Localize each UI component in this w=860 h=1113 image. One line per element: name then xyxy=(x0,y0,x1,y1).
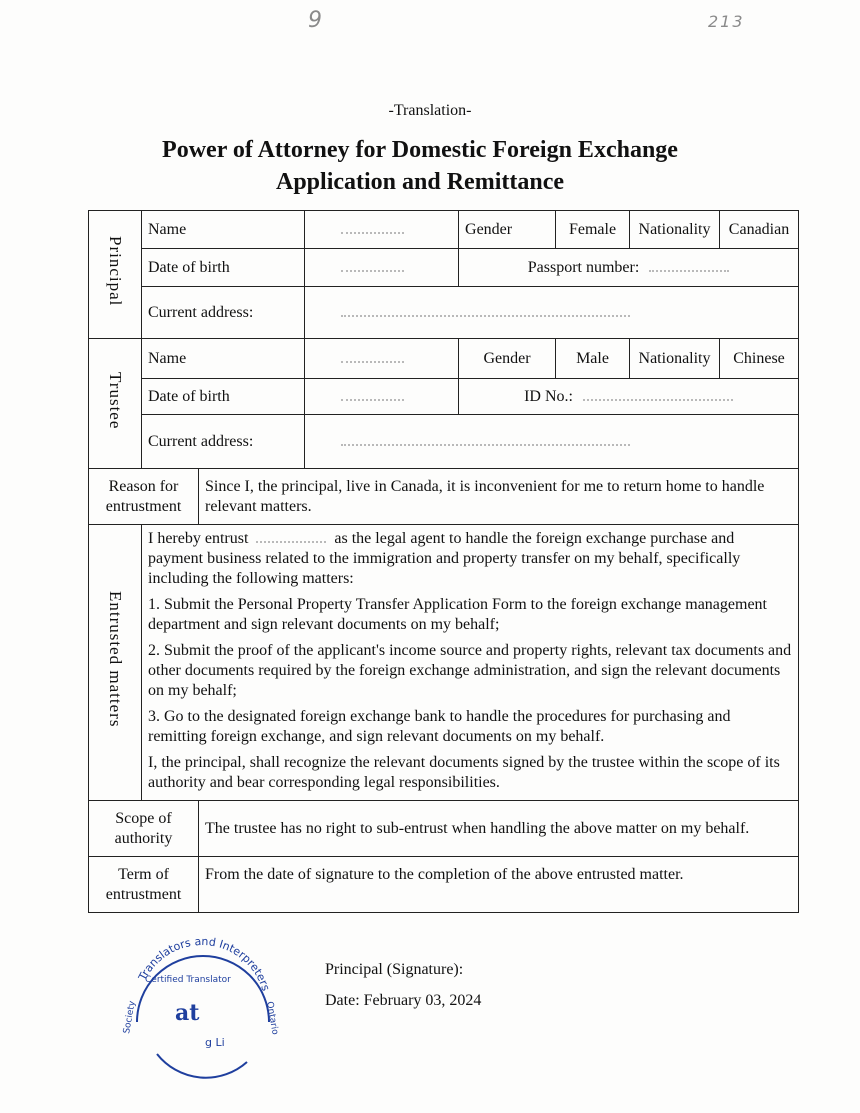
power-of-attorney-form xyxy=(88,210,799,913)
redacted-text xyxy=(649,266,729,272)
entrusted-intro-start: I hereby entrust xyxy=(148,530,249,547)
signature-block xyxy=(325,954,481,1016)
signature-date: Date: February 03, 2024 xyxy=(325,992,482,1009)
trustee-gender-label: Gender xyxy=(459,339,556,379)
trustee-address-value xyxy=(305,415,799,469)
principal-gender-value: Female xyxy=(556,211,630,249)
redacted-text xyxy=(341,357,404,363)
stamp-seal-mark: at xyxy=(175,1000,200,1026)
principal-address-label: Current address: xyxy=(142,287,305,339)
stamp-inner-text: Certified Translator xyxy=(145,975,231,985)
principal-passport-cell xyxy=(459,249,799,287)
principal-section-cell xyxy=(89,211,142,339)
trustee-gender-value: Male xyxy=(556,339,630,379)
trustee-address-row xyxy=(89,415,799,469)
reason-row xyxy=(89,469,799,525)
title-line-1: Power of Attorney for Domestic Foreign Exchange xyxy=(162,137,678,163)
scope-text: The trustee has no right to sub-entrust when handling the above matter on my behalf. xyxy=(199,801,799,857)
entrusted-intro xyxy=(148,529,792,589)
term-label: Term of entrustment xyxy=(89,857,199,913)
stamp-right-text: Ontario xyxy=(264,1000,280,1036)
trustee-section-cell xyxy=(89,339,142,469)
entrusted-content xyxy=(142,525,799,801)
redacted-text xyxy=(341,440,630,446)
trustee-dob-label: Date of birth xyxy=(142,379,305,415)
trustee-address-label: Current address: xyxy=(142,415,305,469)
principal-address-value xyxy=(305,287,799,339)
principal-name-value xyxy=(305,211,459,249)
entrusted-intro-rest: as the legal agent to handle the foreign exchange purchase and payment business related to the immigration and property transfer on my behalf, specifically including the following matters: xyxy=(148,530,741,587)
handwritten-corner-mark: 213 xyxy=(708,12,745,31)
translation-label: -Translation- xyxy=(388,102,472,119)
entrusted-item-3: 3. Go to the designated foreign exchange bank to handle the procedures for purchasing and remitting foreign exchange, and sign relevant documents on my behalf. xyxy=(148,708,731,745)
reason-text: Since I, the principal, live in Canada, it is inconvenient for me to return home to handle relevant matters. xyxy=(199,469,799,525)
stamp-lower-ring xyxy=(157,1054,247,1078)
trustee-section-label: Trustee xyxy=(106,371,125,430)
redacted-text xyxy=(341,311,630,317)
stamp-ring-text: Translators and Interpreters xyxy=(136,934,273,993)
entrusted-item-2: 2. Submit the proof of the applicant's income source and property rights, relevant tax documents and other documents required by the foreign exchange administration, and sign the relevant documents on my behalf; xyxy=(148,642,792,699)
reason-label: Reason for entrustment xyxy=(89,469,199,525)
principal-nationality-label: Nationality xyxy=(630,211,720,249)
principal-passport-label: Passport number: xyxy=(527,258,640,276)
entrusted-row xyxy=(89,525,799,801)
term-text: From the date of signature to the completion of the above entrusted matter. xyxy=(199,857,799,913)
redacted-text xyxy=(583,395,733,401)
trustee-name-value xyxy=(305,339,459,379)
redacted-text xyxy=(341,395,404,401)
redacted-text xyxy=(256,537,326,543)
principal-address-row xyxy=(89,287,799,339)
entrusted-closing: I, the principal, shall recognize the relevant documents signed by the trustee within the scope of its authority and bear corresponding legal responsibilities. xyxy=(148,754,780,791)
trustee-name-row xyxy=(89,339,799,379)
stamp-left-text: Society xyxy=(122,1000,138,1035)
handwritten-page-number: 9 xyxy=(308,8,322,33)
trustee-id-cell xyxy=(459,379,799,415)
document-title xyxy=(0,134,840,198)
principal-name-label: Name xyxy=(142,211,305,249)
term-row xyxy=(89,857,799,913)
trustee-name-label: Name xyxy=(142,339,305,379)
principal-name-row xyxy=(89,211,799,249)
redacted-text xyxy=(341,228,404,234)
scope-row xyxy=(89,801,799,857)
principal-signature-label: Principal (Signature): xyxy=(325,961,464,978)
trustee-nationality-value: Chinese xyxy=(720,339,799,379)
principal-gender-label: Gender xyxy=(459,211,556,249)
stamp-inner-name: g Li xyxy=(205,1036,225,1049)
entrusted-section-label: Entrusted matters xyxy=(106,591,125,728)
title-line-2: Application and Remittance xyxy=(276,169,564,195)
trustee-nationality-label: Nationality xyxy=(630,339,720,379)
principal-section-label: Principal xyxy=(106,236,125,307)
trustee-dob-row xyxy=(89,379,799,415)
scope-label: Scope of authority xyxy=(89,801,199,857)
redacted-text xyxy=(341,266,404,272)
entrusted-section-cell xyxy=(89,525,142,801)
principal-dob-label: Date of birth xyxy=(142,249,305,287)
translator-seal-stamp xyxy=(117,922,287,1084)
principal-nationality-value: Canadian xyxy=(720,211,799,249)
trustee-dob-value xyxy=(305,379,459,415)
trustee-id-label: ID No.: xyxy=(524,387,573,405)
entrusted-item-1: 1. Submit the Personal Property Transfer Application Form to the foreign exchange management department and sign relevant documents on my behalf; xyxy=(148,596,767,633)
principal-dob-row xyxy=(89,249,799,287)
principal-dob-value xyxy=(305,249,459,287)
